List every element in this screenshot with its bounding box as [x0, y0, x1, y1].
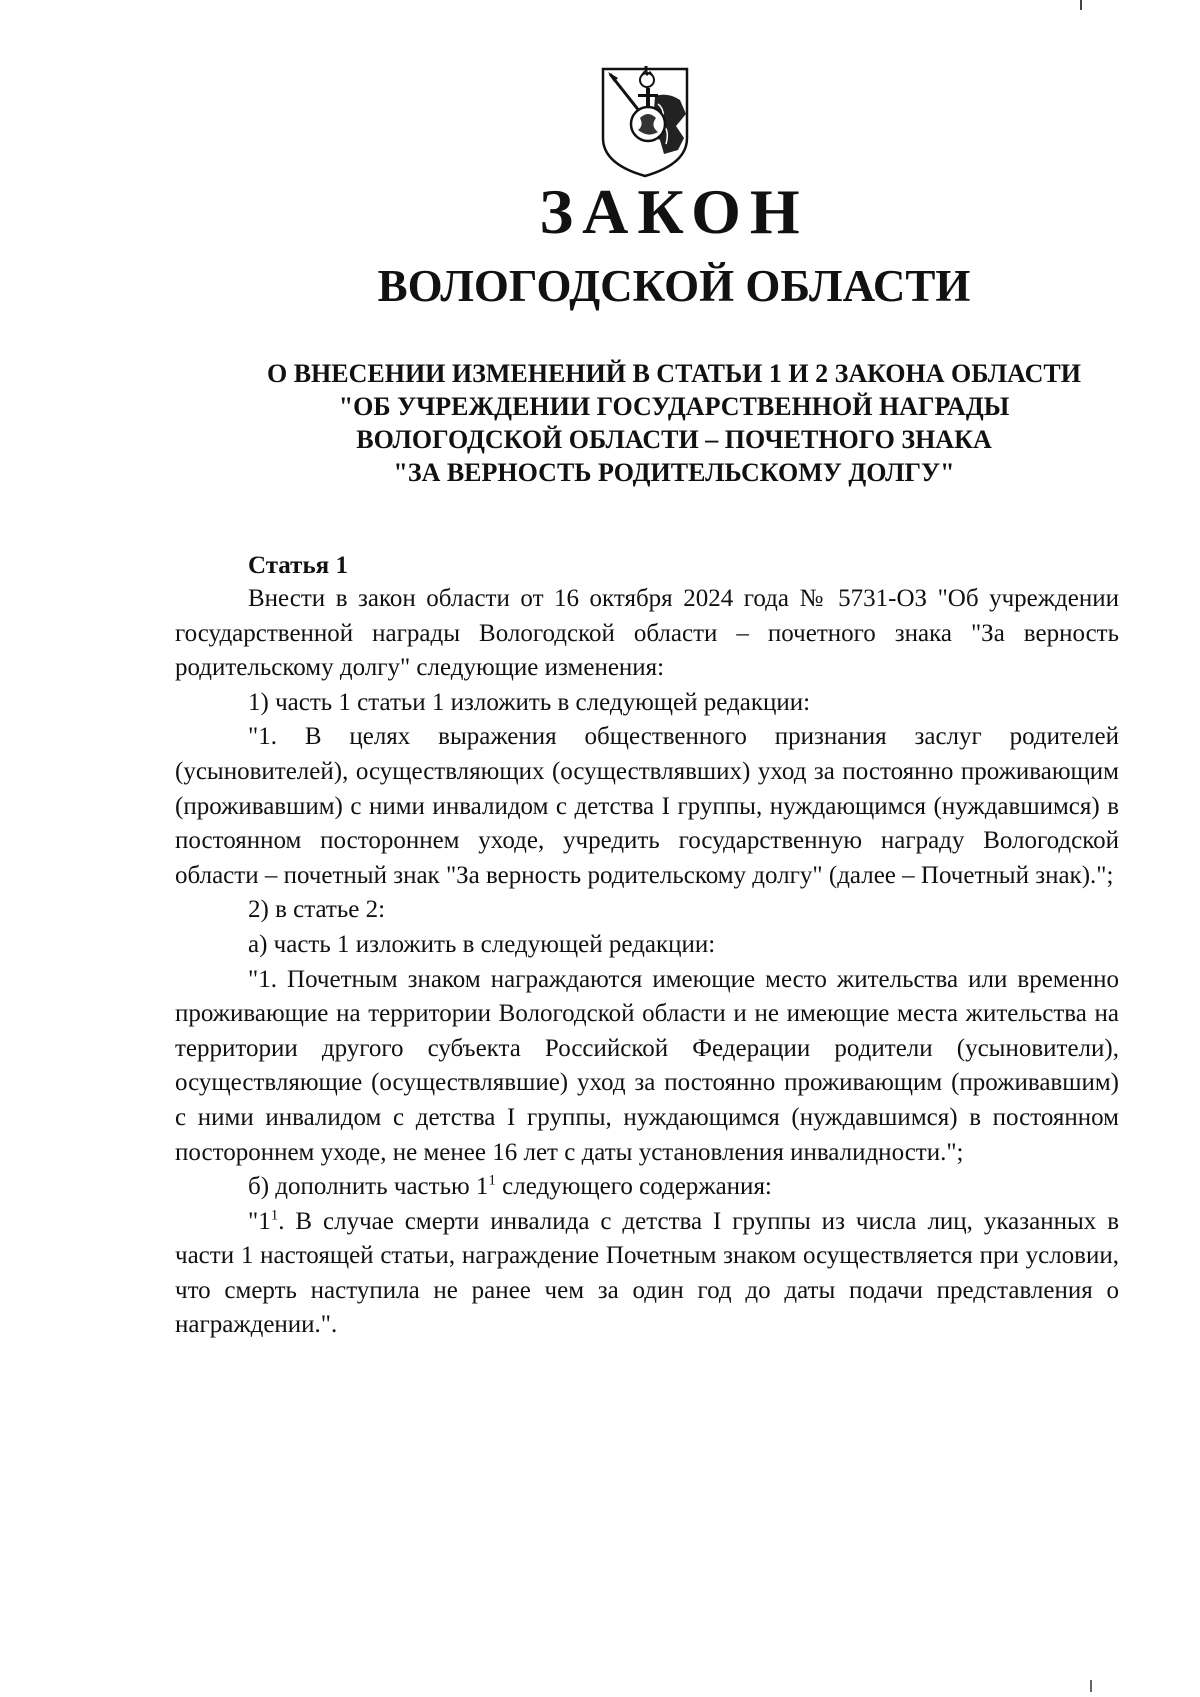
superscript: 1 — [270, 1207, 279, 1224]
heading-line: ВОЛОГОДСКОЙ ОБЛАСТИ – ПОЧЕТНОГО ЗНАКА — [356, 425, 992, 454]
paragraph-text: б) дополнить частью 1 — [248, 1173, 489, 1201]
heading-line: "ОБ УЧРЕЖДЕНИИ ГОСУДАРСТВЕННОЙ НАГРАДЫ — [338, 392, 1010, 421]
paragraph-text: . В случае смерти инвалида с детства I группы из числа лиц, указанных в части 1 настоящей статьи, награждение Почетным знаком осуществляется при условии, что смерть наступила не ранее чем за один год до даты подачи представления о награждении.". — [175, 1207, 1119, 1339]
superscript: 1 — [488, 1172, 496, 1189]
heading-line: О ВНЕСЕНИИ ИЗМЕНЕНИЙ В СТАТЬИ 1 И 2 ЗАКОНА ОБЛАСТИ — [266, 359, 1081, 388]
paragraph: Внести в закон области от 16 октября 2024 года № 5731-ОЗ "Об учреждении государственной награды Вологодской области – почетного знака "За верность родительскому долгу" следующие изменения: — [175, 585, 1119, 682]
vologda-coat-of-arms-icon — [600, 66, 690, 178]
document-title: ЗАКОН — [539, 176, 809, 247]
paragraph-text: "1 — [248, 1207, 271, 1235]
article-title: Статья 1 — [248, 552, 348, 579]
paragraph — [175, 1170, 1119, 1205]
heading-line: "ЗА ВЕРНОСТЬ РОДИТЕЛЬСКОМУ ДОЛГУ" — [393, 458, 955, 487]
law-heading — [0, 357, 1200, 489]
paragraph: 1) часть 1 статьи 1 изложить в следующей редакции: — [248, 688, 811, 716]
scan-mark — [1090, 1680, 1092, 1692]
paragraph: а) часть 1 изложить в следующей редакции: — [248, 930, 716, 958]
paragraph: 2) в статье 2: — [248, 896, 386, 924]
paragraph: "1. В целях выражения общественного признания заслуг родителей (усыновителей), осуществляющих (осуществлявших) уход за постоянно проживающим (проживавшим) с ними инвалидом с детства I группы, нуждающимся (нуждавшимся) в постоянном постороннем уходе, учредить государственную награду Вологодской области – почетный знак "За верность родительскому долгу" (далее – Почетный знак)."; — [175, 723, 1119, 889]
scan-mark — [1080, 0, 1082, 10]
paragraph-text: следующего содержания: — [495, 1173, 772, 1201]
paragraph — [175, 1205, 1119, 1343]
document-subtitle: ВОЛОГОДСКОЙ ОБЛАСТИ — [377, 261, 971, 311]
article-body — [175, 582, 1119, 1343]
paragraph: "1. Почетным знаком награждаются имеющие место жительства или временно проживающие на территории Вологодской области и не имеющие места жительства на территории другого субъекта Российской Федерации родители (усыновители), осуществляющие (осуществлявшие) уход за постоянно проживающим (проживавшим) с ними инвалидом с детства I группы, нуждающимся (нуждавшимся) в постоянном постороннем уходе, не менее 16 лет с даты установления инвалидности."; — [175, 965, 1119, 1166]
